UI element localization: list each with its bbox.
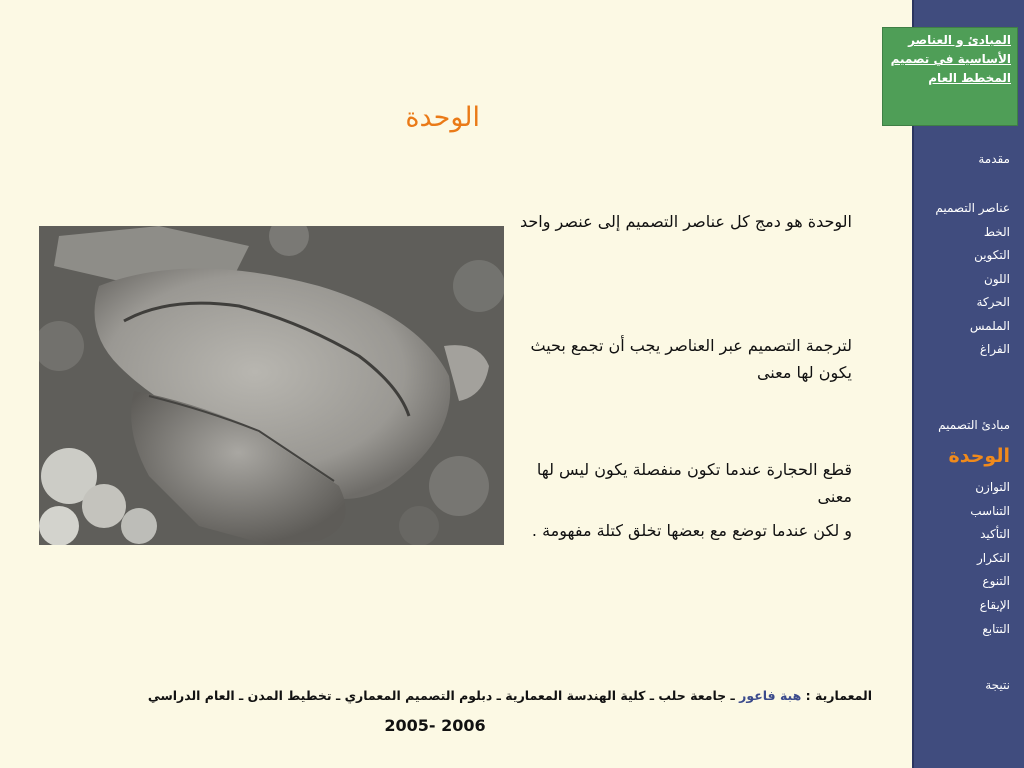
paragraph-unity-definition: الوحدة هو دمج كل عناصر التصميم إلى عنصر واحد <box>519 212 852 231</box>
sidebar-item-composition[interactable]: التكوين <box>974 248 1010 262</box>
sidebar-item-movement[interactable]: الحركة <box>976 295 1010 309</box>
paragraph-stones-separate: قطع الحجارة عندما تكون منفصلة يكون ليس لها معنى <box>536 460 852 506</box>
sidebar-title-link[interactable]: المبادئ و العناصر الأساسية في تصميم المخطط العام <box>882 27 1018 126</box>
stone-photo <box>39 226 504 545</box>
footer-year: 2005- 2006 <box>384 716 486 735</box>
sidebar-item-texture[interactable]: الملمس <box>969 319 1010 333</box>
sidebar-item-proportion[interactable]: التناسب <box>970 504 1010 518</box>
sidebar-item-repetition[interactable]: التكرار <box>977 551 1010 565</box>
sidebar-item-balance[interactable]: التوازن <box>975 480 1010 494</box>
paragraph-stones-together: و لكن عندما توضع مع بعضها تخلق كتلة مفهومة . <box>531 521 852 540</box>
sidebar-item-design-principles[interactable]: مبادئ التصميم <box>938 418 1010 432</box>
sidebar-item-intro[interactable]: مقدمة <box>978 152 1010 166</box>
sidebar-item-unity[interactable]: الوحدة <box>948 445 1010 467</box>
paragraph-translation: لترجمة التصميم عبر العناصر يجب أن تجمع بحيث يكون لها معنى <box>530 336 852 382</box>
footer-prefix: المعمارية : <box>801 688 872 703</box>
sidebar-item-emphasis[interactable]: التأكيد <box>980 527 1010 541</box>
sidebar-item-sequence[interactable]: التتابع <box>982 622 1010 636</box>
sidebar-item-space[interactable]: الفراغ <box>979 342 1010 356</box>
sidebar-item-line[interactable]: الخط <box>983 225 1010 239</box>
sidebar-item-rhythm[interactable]: الإيقاع <box>979 598 1010 612</box>
page-title: الوحدة <box>405 102 480 133</box>
footer-author: هبة فاعور <box>739 688 802 703</box>
sidebar-item-variety[interactable]: التنوع <box>982 574 1010 588</box>
sidebar-item-result[interactable]: نتيجة <box>985 678 1010 692</box>
sidebar-item-color[interactable]: اللون <box>984 272 1010 286</box>
footer-credit <box>40 688 872 703</box>
sidebar-item-design-elements[interactable]: عناصر التصميم <box>935 201 1010 215</box>
footer-rest: ـ جامعة حلب ـ كلية الهندسة المعمارية ـ دبلوم التصميم المعماري ـ تخطيط المدن ـ العام الدراسي <box>147 688 740 703</box>
